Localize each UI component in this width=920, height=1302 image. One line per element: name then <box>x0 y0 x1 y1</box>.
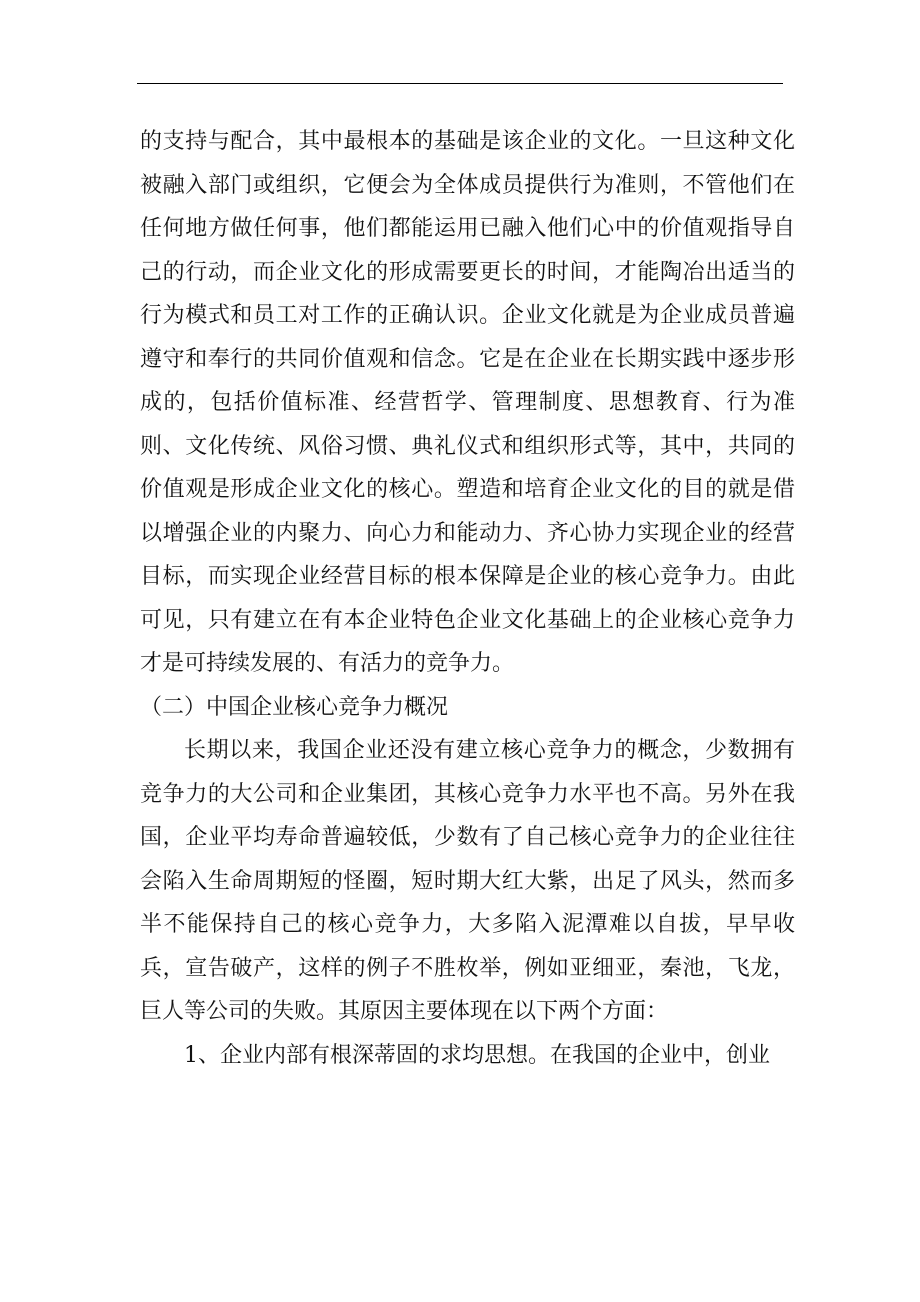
paragraph-overview: 长期以来，我国企业还没有建立核心竞争力的概念，少数拥有竞争力的大公司和企业集团，其核心竞争力水平也不高。另外在我国，企业平均寿命普遍较低，少数有了自己核心竞争力的企业往往会陷入生命周期短的怪圈，短时期大红大紫，出足了风头，然而多半不能保持自己的核心竞争力，大多陷入泥潭难以自拔，早早收兵，宣告破产，这样的例子不胜枚举，例如亚细亚，秦池，飞龙，巨人等公司的失败。其原因主要体现在以下两个方面： <box>140 738 795 1024</box>
list-item-1: 1、企业内部有根深蒂固的求均思想。在我国的企业中，创业 <box>184 1042 770 1068</box>
header-rule <box>137 83 783 84</box>
document-body <box>140 120 795 1077</box>
section-heading: （二）中国企业核心竞争力概况 <box>140 694 449 720</box>
paragraph-continued: 的支持与配合，其中最根本的基础是该企业的文化。一旦这种文化被融入部门或组织，它便会为全体成员提供行为准则，不管他们在任何地方做任何事，他们都能运用已融入他们心中的价值观指导自己的行动，而企业文化的形成需要更长的时间，才能陶冶出适当的行为模式和员工对工作的正确认识。企业文化就是为企业成员普遍遵守和奉行的共同价值观和信念。它是在企业在长期实践中逐步形成的，包括价值标准、经营哲学、管理制度、思想教育、行为准则、文化传统、风俗习惯、典礼仪式和组织形式等，其中，共同的价值观是形成企业文化的核心。塑造和培育企业文化的目的就是借以增强企业的内聚力、向心力和能动力、齐心协力实现企业的经营目标，而实现企业经营目标的根本保障是企业的核心竞争力。由此可见，只有建立在有本企业特色企业文化基础上的企业核心竞争力才是可持续发展的、有活力的竞争力。 <box>140 129 795 676</box>
